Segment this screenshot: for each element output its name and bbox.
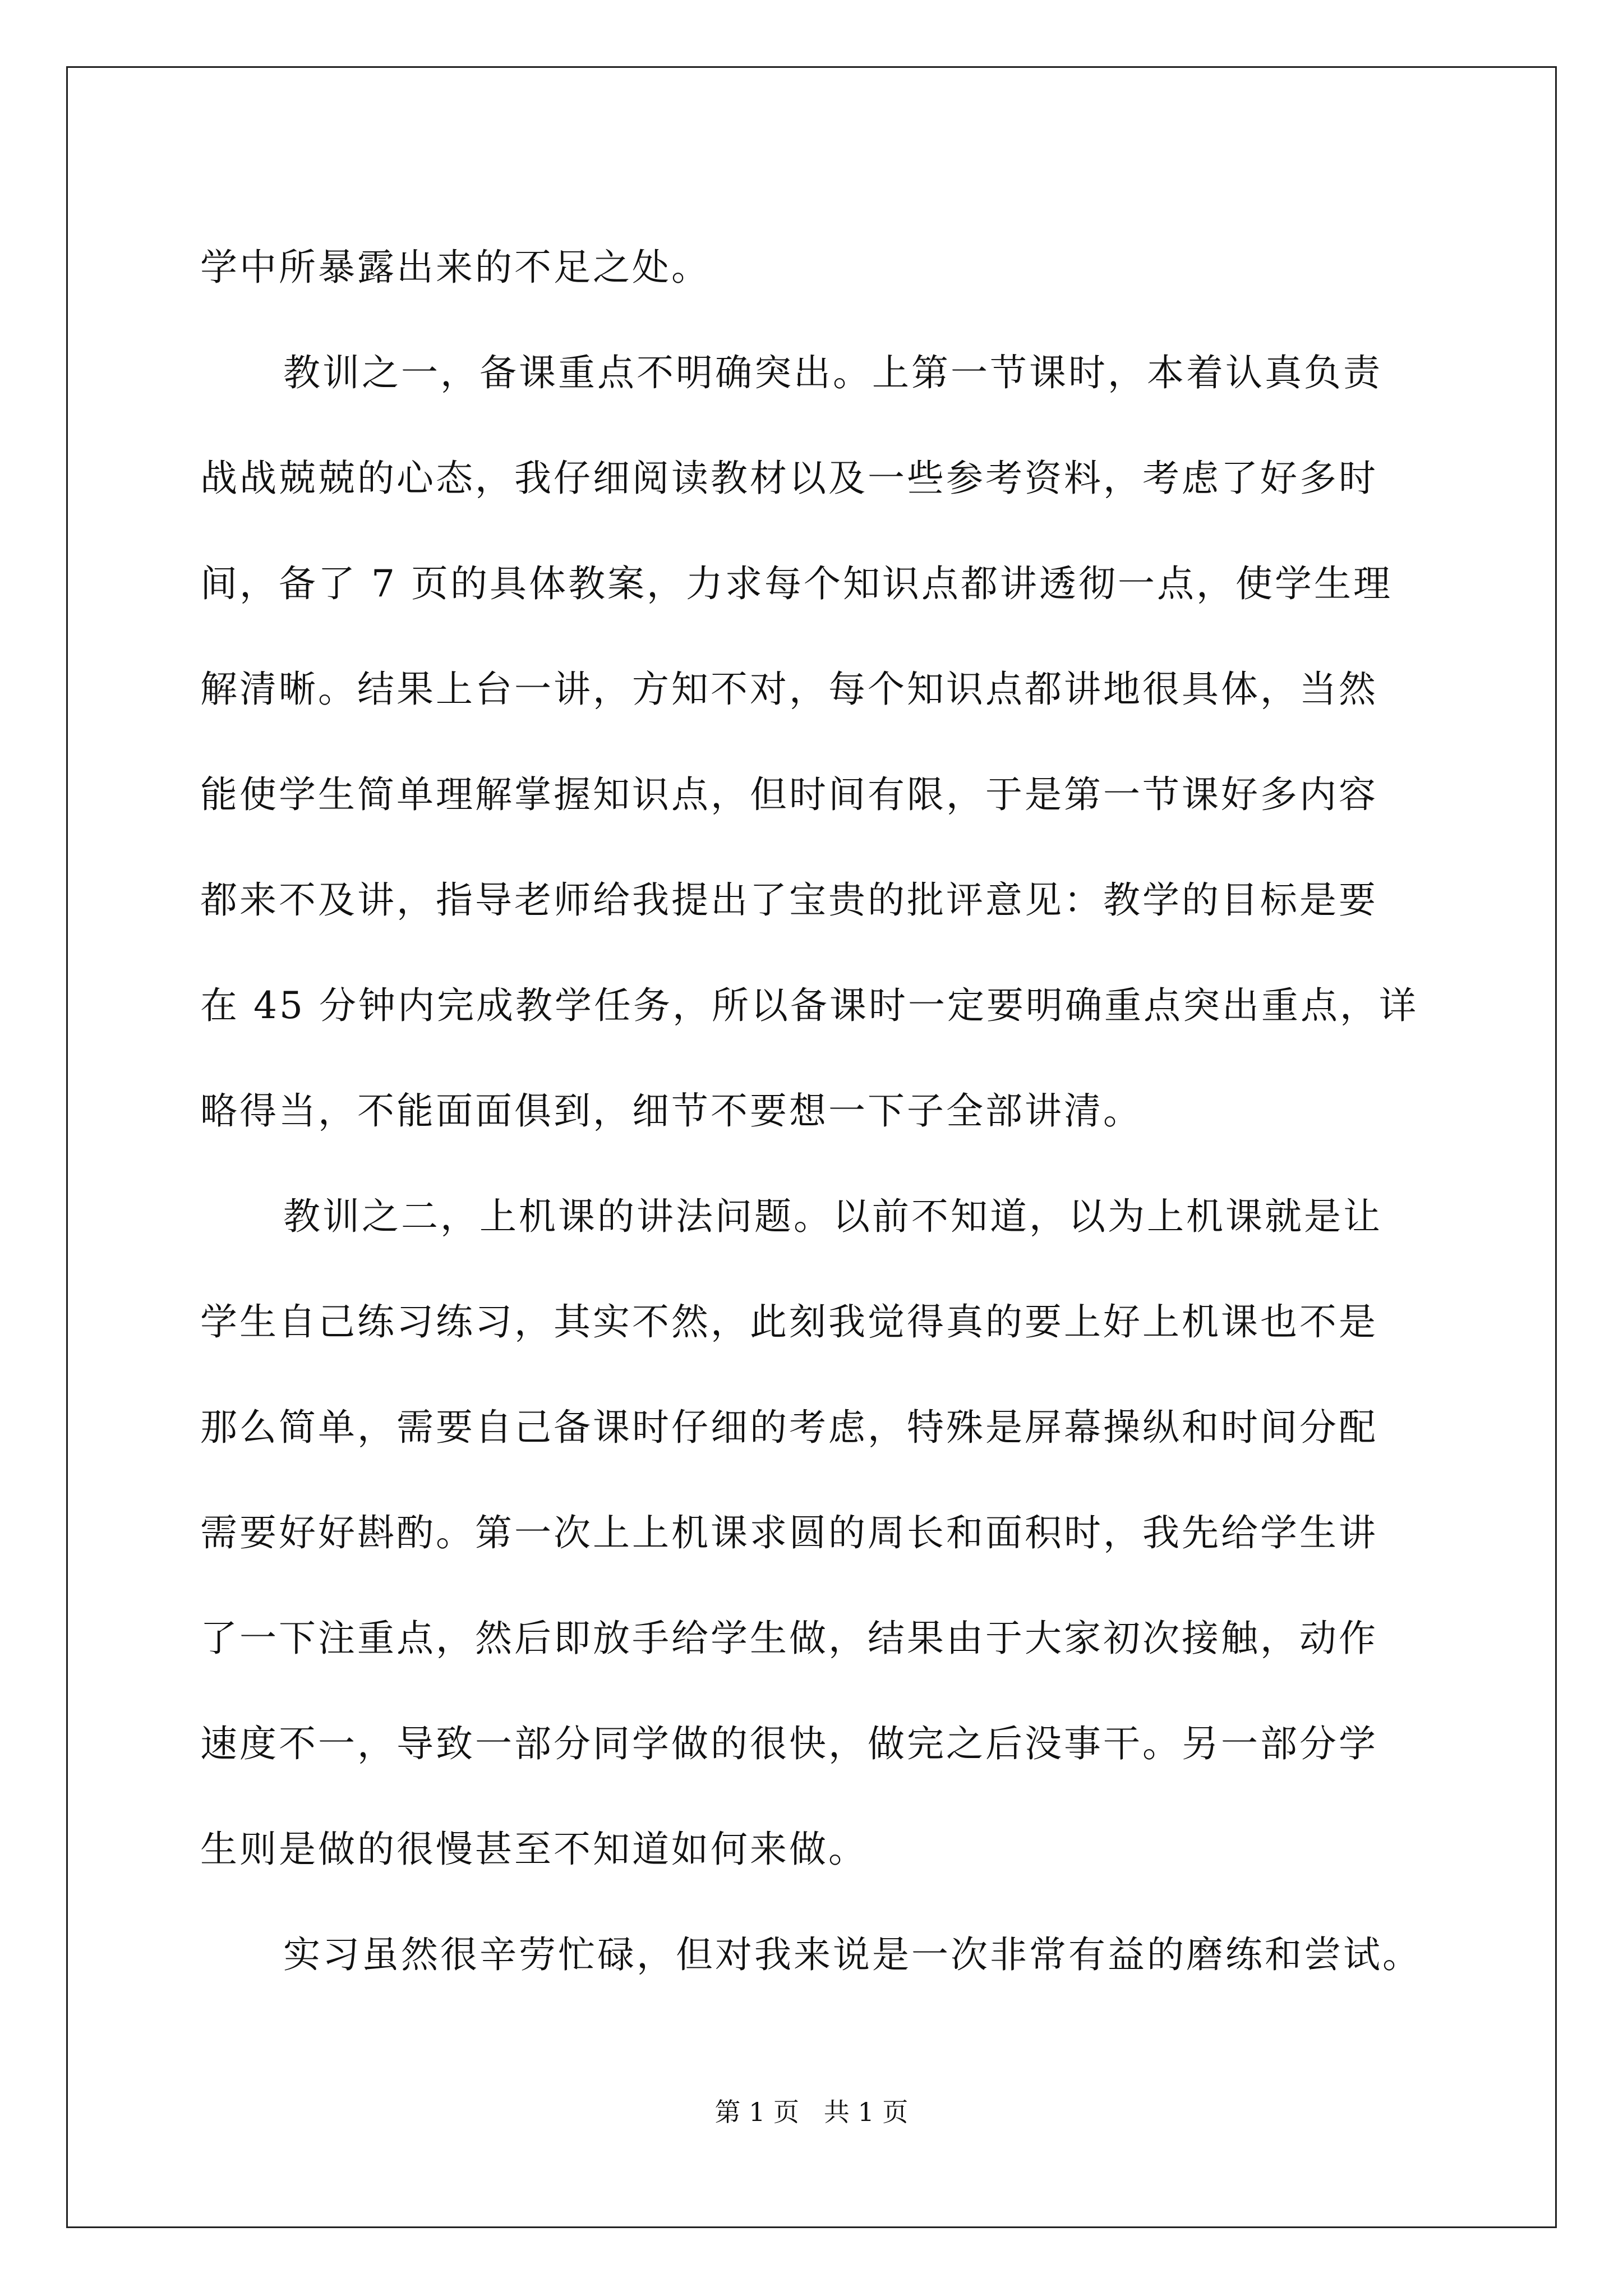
text-line-4: 间，备了 7 页的具体教案，力求每个知识点都讲透彻一点，使学生理: [200, 562, 1393, 605]
text-line-16: 生则是做的很慢甚至不知道如何来做。: [200, 1828, 868, 1871]
text-line-1: 学中所暴露出来的不足之处。: [200, 246, 711, 289]
text-line-6: 能使学生简单理解掌握知识点，但时间有限，于是第一节课好多内容: [200, 773, 1378, 816]
document-body: [200, 215, 1428, 2008]
text-line-14: 了一下注重点，然后即放手给学生做，结果由于大家初次接触，动作: [200, 1617, 1378, 1660]
text-line-8: 在 45 分钟内完成教学任务，所以备课时一定要明确重点突出重点，详: [200, 984, 1418, 1027]
text-line-9: 略得当，不能面面俱到，细节不要想一下子全部讲清。: [200, 1089, 1142, 1133]
text-line-13: 需要好好斟酌。第一次上上机课求圆的周长和面积时，我先给学生讲: [200, 1511, 1378, 1554]
text-line-12: 那么简单，需要自己备课时仔细的考虑，特殊是屏幕操纵和时间分配: [200, 1406, 1378, 1449]
page-number-footer: 第 1 页 共 1 页: [714, 2097, 909, 2127]
text-line-11: 学生自己练习练习，其实不然，此刻我觉得真的要上好上机课也不是: [200, 1300, 1378, 1343]
text-line-7: 都来不及讲，指导老师给我提出了宝贵的批评意见：教学的目标是要: [200, 878, 1378, 922]
text-line-15: 速度不一，导致一部分同学做的很快，做完之后没事干。另一部分学: [200, 1722, 1378, 1765]
text-line-17: 实习虽然很辛劳忙碌，但对我来说是一次非常有益的磨练和尝试。: [283, 1933, 1422, 1976]
text-line-3: 战战兢兢的心态，我仔细阅读教材以及一些参考资料，考虑了好多时: [200, 457, 1378, 500]
text-line-10: 教训之二，上机课的讲法问题。以前不知道，以为上机课就是让: [283, 1195, 1382, 1238]
text-line-5: 解清晰。结果上台一讲，方知不对，每个知识点都讲地很具体，当然: [200, 668, 1378, 711]
text-line-2: 教训之一，备课重点不明确突出。上第一节课时，本着认真负责: [283, 351, 1382, 394]
